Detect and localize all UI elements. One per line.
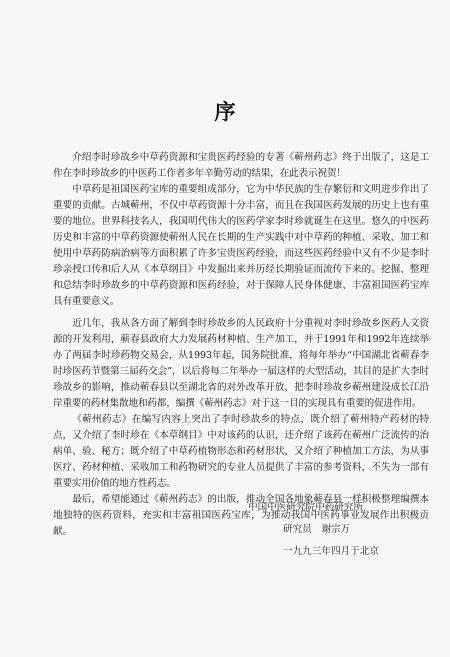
preface-paragraph-4: 《蕲州药志》在编写内容上突出了李时珍故乡的特点，既介绍了蕲州特产药材的特点，又介绍了李时珍在《本草纲目》中对该药的认识，还介绍了该药在蕲州广泛流传的治病单、验、秘方；既介绍了中草药植物形态和药材形状，又介绍了种植加工方法，为从事医疗、药材种植、采收加工和药物研究的专业人员提供了丰富的参考资料，不失为一部有重要实用价值的地方性药志。 [53,414,429,489]
preface-body [53,150,429,540]
signature-date: 一九九三年四月于北京 [283,546,379,557]
signature-person: 研究员 谢宗万 [283,524,351,535]
preface-paragraph-1: 介绍李时珍故乡中草药资源和宝贵医药经验的专著《蕲州药志》终于出版了，这是工作在李时珍故乡的中医药工作者多年辛勤劳动的结果，在此表示祝贺！ [53,152,429,179]
page-title: 序 [214,99,236,124]
preface-paragraph-5: 最后，希望能通过《蕲州药志》的出版，推动全国各地象蕲春县一样积极整理编撰本地独特的医药资料，充实和丰富祖国医药宝库，为推动我国中医药事业发展作出积极贡献。 [53,494,429,537]
preface-paragraph-3: 近几年，我从各方面了解到李时珍故乡的人民政府十分重视对李时珍故乡医药人文资源的开发利用，蕲春县政府大力发展药材种植、生产加工，并于1991年和1992年连续举办了两届李时珍药物交易会，从1993年起，国务院批准，将每年举办“中国湖北省蕲春李时珍医药节暨第三届药交会”，以后将每二年举办一届这样的大型活动，其目的是扩大李时珍故乡的影响，推动蕲春县以至湖北省的对外改革开放，把李时珍故乡蕲州建设成长江沿岸重要的药材集散地和药都，编撰《蕲州药志》对于这一目的实现具有重要的促进作用。 [53,318,429,409]
preface-paragraph-2: 中草药是祖国医药宝库的重要组成部分，它为中华民族的生存繁衍和文明进步作出了重要的贡献。古城蕲州，不仅中草药资源十分丰富，而且在我国医药发展的历史上也有重要的地位。世界科技名人，我国明代伟大的医药学家李时珍就诞生在这里。悠久的中医药历史和丰富的中草药资源使蕲州人民在长期的生产实践中对中草药的种植、采收、加工和使用中草药防病治病等方面积累了许多宝贵医药经验，而这些医药经验中又有不少是李时珍亲授口传和后人从《本草纲目》中发掘出来并历经长期验证而流传下来的。挖掘、整理和总结李时珍故乡的中草药资源和医药经验，对于保障人民身体健康、丰富祖国医药宝库具有重要意义。 [53,184,429,307]
signature-organization: 中国中医研究院中药研究所 [248,502,364,513]
